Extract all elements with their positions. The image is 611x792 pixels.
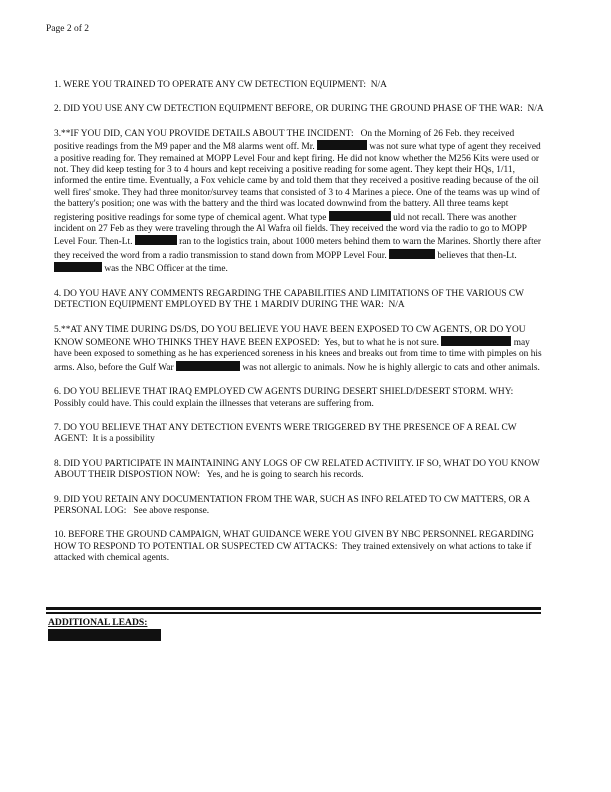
question-10 [54, 530, 546, 564]
answer-text: uld not recall. There was another incident on 27 Feb as they were traveling through the Al Wafra oil fields. They received the word via the radio to go to MOPP Level Four. Then-Lt. [54, 212, 527, 248]
answer-text: Possibly could have. This could explain the illnesses that veterans are suffering from. [54, 398, 374, 409]
redaction-bar [329, 211, 391, 221]
question-4 [54, 289, 546, 312]
redaction-bar [317, 140, 367, 150]
answer-text: It is a possibility [92, 434, 155, 445]
redaction-bar [389, 249, 435, 259]
answer-text: See above response. [133, 505, 210, 516]
question-5 [54, 325, 546, 375]
answer-text: N/A [370, 80, 387, 90]
question-2 [54, 104, 546, 115]
redaction-bar [441, 336, 511, 346]
question-text: 6. DO YOU BELIEVE THAT IRAQ EMPLOYED CW AGENTS DURING DESERT SHIELD/DESERT STORM. WHY: [54, 387, 514, 398]
interview-questions [54, 80, 546, 578]
page-number: Page 2 of 2 [46, 24, 90, 34]
answer-text: was not allergic to animals. Now he is highly allergic to cats and other animals. [242, 362, 540, 373]
question-8 [54, 459, 546, 482]
answer-text: may have been exposed to something as he has experienced soreness in his knees and breaks out from time to time with pimples on his arms. Also, before the Gulf War [54, 337, 542, 373]
question-text: 7. DO YOU BELIEVE THAT ANY DETECTION EVENTS WERE TRIGGERED BY THE PRESENCE OF A REAL CW AGENT: [54, 422, 517, 445]
redaction-bar [176, 361, 240, 371]
question-text: 1. WERE YOU TRAINED TO OPERATE ANY CW DETECTION EQUIPMENT: [54, 80, 367, 90]
divider-thick [46, 607, 541, 610]
answer-text: Yes, but to what he is not sure. [324, 337, 439, 348]
question-7 [54, 423, 546, 446]
answer-text: was not sure what type of agent they received a positive reading for. They remained at MOPP Level Four and kept firing. He did not know whether the M256 Kits were used or not. They did keep testing for 3 to 4 hours and kept receiving a positive reading for some agent. They kept their HQs, 1/11, informed the entire time. Eventually, a Fox vehicle came by and told them that they received a positive reading because of the oil well fires' smoke. They had three monitor/survey teams that consisted of 3 to 4 Marines a piece. One of the teams was up wind of the battery's position; one was with the battery and the third was located downwind from the battery. All three teams kept registering positive readings for some type of chemical agent. What type [54, 142, 541, 223]
question-text: 2. DID YOU USE ANY CW DETECTION EQUIPMENT BEFORE, OR DURING THE GROUND PHASE OF THE WAR: [54, 104, 523, 115]
additional-leads-heading: ADDITIONAL LEADS: [48, 617, 148, 628]
question-text: 9. DID YOU RETAIN ANY DOCUMENTATION FROM THE WAR, SUCH AS INFO RELATED TO CW MATTERS, OR A PERSONAL LOG: [54, 494, 530, 516]
question-1 [54, 80, 546, 91]
question-text: 3.**IF YOU DID, CAN YOU PROVIDE DETAILS ABOUT THE INCIDENT: [54, 128, 354, 139]
question-text: 8. DID YOU PARTICIPATE IN MAINTAINING ANY LOGS OF CW RELATED ACTIVIITY. IF SO, WHAT DO YOU KNOW ABOUT THEIR DISPOSTION NOW: [54, 458, 540, 481]
question-text: 5.**AT ANY TIME DURING DS/DS, DO YOU BELIEVE YOU HAVE BEEN EXPOSED TO CW AGENTS, OR DO YOU KNOW SOMEONE WHO THINKS THEY HAVE BEEN EXPOSED: [54, 324, 526, 348]
question-6 [54, 387, 546, 410]
divider-thin [46, 612, 541, 614]
question-3 [54, 129, 546, 276]
question-text: 4. DO YOU HAVE ANY COMMENTS REGARDING THE CAPABILITIES AND LIMITATIONS OF THE VARIOUS CW DETECTION EQUIPMENT EMPLOYED BY THE 1 MARDIV DURING THE WAR: [54, 288, 524, 311]
question-9 [54, 495, 546, 518]
answer-text: Yes, and he is going to search his records. [206, 470, 364, 481]
answer-text: N/A [527, 104, 544, 115]
answer-text: They trained extensively on what actions to take if attacked with chemical agents. [54, 541, 532, 564]
redaction-bar [54, 262, 102, 272]
answer-text: ran to the logistics train, about 1000 meters behind them to warn the Marines. Shortly there after they received the word from a radio transmission to stand down from MOPP Level Four. [54, 237, 542, 261]
answer-text: N/A [388, 300, 405, 311]
answer-text: On the Morning of 26 Feb. they received positive readings from the M9 paper and the M8 alarms went off. Mr. [54, 128, 515, 153]
answer-text: was the NBC Officer at the time. [104, 264, 228, 275]
redaction-bar [135, 235, 177, 245]
answer-text: believes that then-Lt. [437, 250, 517, 261]
redaction-bar [48, 629, 161, 641]
question-text: 10. BEFORE THE GROUND CAMPAIGN, WHAT GUIDANCE WERE YOU GIVEN BY NBC PERSONNEL REGARDING HOW TO RESPOND TO POTENTIAL OR SUSPECTED CW ATTACKS: [54, 530, 534, 552]
